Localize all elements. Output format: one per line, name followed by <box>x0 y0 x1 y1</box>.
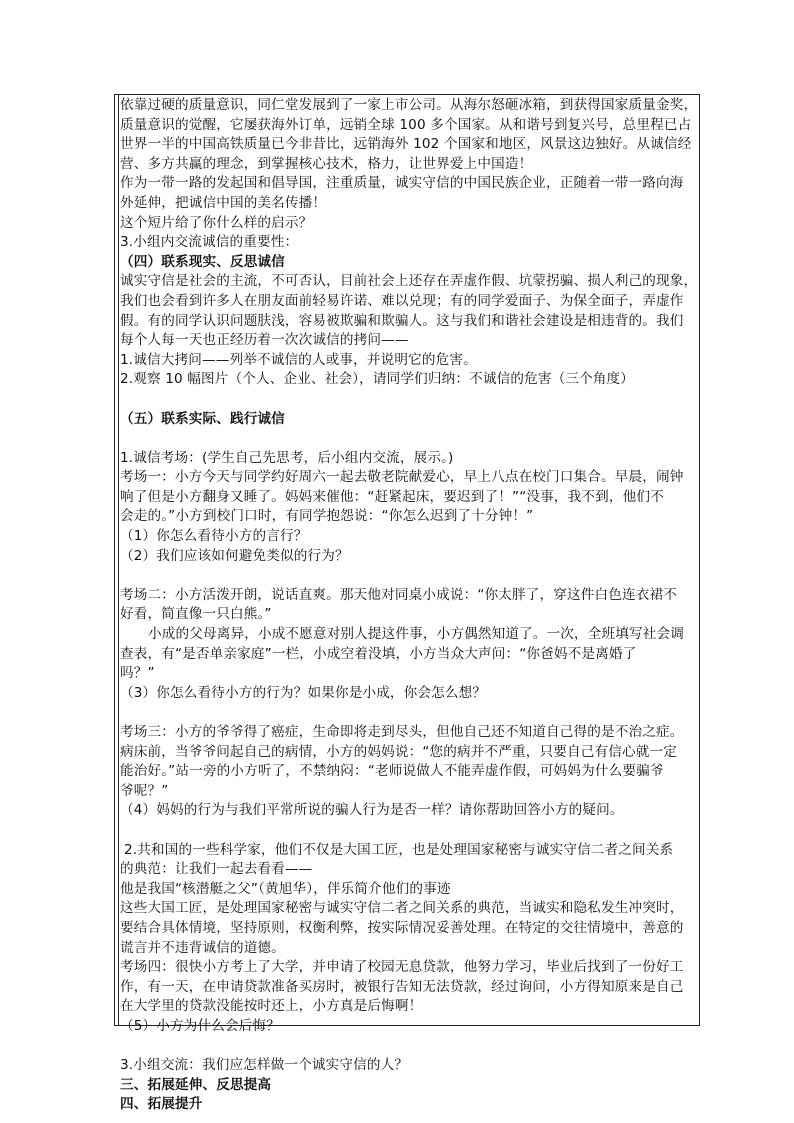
section-heading: 四、拓展提升 <box>120 1096 203 1113</box>
text-line: 1.诚信考场：(学生自己先思考，后小组内交流，展示。) <box>120 449 454 466</box>
text-line: 3.小组内交流诚信的重要性： <box>120 234 299 251</box>
text-line: 我们也会看到许多人在朋友面前轻易许诺、难以兑现；有的同学爱面子、为保全面子，弄虚作 <box>120 292 684 309</box>
text-line: （3）你怎么看待小方的行为？如果你是小成，你会怎么想？ <box>120 684 487 701</box>
text-line: 考场二：小方活泼开朗，说话直爽。那天他对同桌小成说：“你太胖了，穿这件白色连衣裙不 <box>120 586 677 603</box>
text-line: 小成的父母离异，小成不愿意对别人提这件事，小方偶然知道了。一次，全班填写社会调 <box>148 626 685 643</box>
text-line: 作，有一天，在申请贷款准备买房时，被银行告知无法贷款，经过询问，小方得知原来是自己 <box>120 978 684 995</box>
text-line: 他是我国“核潜艇之父”（黄旭华），伴乐简介他们的事迹 <box>120 880 451 897</box>
text-line: 假。有的同学认识问题肤浅，容易被欺骗和欺骗人。这与我们和谐社会建设是相违背的。我们 <box>120 312 684 329</box>
text-line: 作为一带一路的发起国和倡导国，注重质量，诚实守信的中国民族企业，正随着一带一路向海 <box>120 175 684 192</box>
text-line: 考场一：小方今天与同学约好周六一起去敬老院献爱心，早上八点在校门口集合。早晨，闹钟 <box>120 469 684 486</box>
text-line: 爷呢？” <box>120 782 169 799</box>
text-line: 这些大国工匠，是处理国家秘密与诚实守信二者之间关系的典范，当诚实和隐私发生冲突时， <box>120 900 684 917</box>
text-line: 质量意识的觉醒，它屡获海外订单，远销全球 100 多个国家。从和谐号到复兴号，总里程已占 <box>120 116 692 133</box>
blank-line <box>120 703 694 723</box>
text-line: 好看，简直像一只白熊。” <box>120 606 272 623</box>
text-line: 吗？” <box>120 665 155 682</box>
text-line: 病床前，当爷爷问起自己的病情，小方的妈妈说：“您的病并不严重，只要自己有信心就一定 <box>120 743 677 760</box>
text-line: 世界一半的中国高铁质量已今非昔比，远销海外 102 个国家和地区，风景这边独好。从诚信经 <box>120 136 692 153</box>
text-line: 能治好。”站一旁的小方听了，不禁纳闷：“老师说做人不能弄虚作假，可妈妈为什么要骗爷 <box>120 763 664 780</box>
text-line: 考场三：小方的爷爷得了癌症，生命即将走到尽头，但他自己还不知道自己得的是不治之症。 <box>120 724 684 740</box>
blank-line <box>120 429 694 449</box>
text-line: 3.小组交流：我们应怎样做一个诚实守信的人？ <box>120 1057 409 1074</box>
blank-line <box>120 390 694 410</box>
text-line: 这个短片给了你什么样的启示？ <box>120 214 313 231</box>
text-line: 查表，有“是否单亲家庭”一栏，小成空着没填，小方当众大声问：“你爸妈不是离婚了 <box>120 645 637 662</box>
text-line: 会走的。”小方到校门口时，有同学抱怨说：“你怎么迟到了十分钟！” <box>120 508 534 525</box>
text-line: 每个人每一天也正经历着一次次诚信的拷问—— <box>120 332 409 349</box>
text-line: 在大学里的贷款没能按时还上，小方真是后悔啊！ <box>120 998 423 1015</box>
text-line: （1）你怎么看待小方的言行？ <box>120 528 308 545</box>
text-line: 谎言并不违背诚信的道德。 <box>120 939 285 956</box>
text-line: 2.观察 10 幅图片（个人、企业、社会），请同学们归纳：不诚信的危害（三个角度） <box>120 371 635 388</box>
section-heading: 三、拓展延伸、反思提高 <box>120 1076 272 1093</box>
text-line: 2.共和国的一些科学家，他们不仅是大国工匠，也是处理国家秘密与诚实守信二者之间关系 <box>124 841 674 858</box>
text-line: 的典范：让我们一起去看看—— <box>120 861 313 878</box>
text-line: 1.诚信大拷问——列举不诚信的人或事，并说明它的危害。 <box>120 351 477 368</box>
text-line: 诚实守信是社会的主流，不可否认，目前社会上还存在弄虚作假、坑蒙拐骗、损人利己的现象， <box>120 273 698 290</box>
section-heading: （四）联系现实、反思诚信 <box>120 253 285 270</box>
blank-line <box>120 566 694 586</box>
section-heading: （五）联系实际、践行诚信 <box>120 410 285 427</box>
text-line: （2）我们应该如何避免类似的行为？ <box>120 547 349 564</box>
table-left-rule <box>115 95 119 1025</box>
blank-line <box>120 1037 694 1057</box>
text-line: 营、多方共赢的理念，到掌握核心技术，格力，让世界爱上中国造！ <box>120 155 533 172</box>
lesson-plan-text <box>120 96 698 1115</box>
blank-line <box>120 821 694 841</box>
text-line: （5）小方为什么会后悔？ <box>120 1017 280 1034</box>
text-line: 考场四：很快小方考上了大学，并申请了校园无息贷款，他努力学习，毕业后找到了一份好工 <box>120 959 684 976</box>
text-line: 响了但是小方翻身又睡了。妈妈来催他：“赶紧起床，要迟到了！”“没事，我不到，他们不 <box>120 488 664 505</box>
text-line: 外延伸，把诚信中国的美名传播！ <box>120 194 327 211</box>
text-line: （4）妈妈的行为与我们平常所说的骗人行为是否一样？请你帮助回答小方的疑问。 <box>120 802 624 819</box>
text-line: 要结合具体情境，坚持原则，权衡利弊，按实际情况妥善处理。在特定的交往情境中，善意的 <box>120 919 684 936</box>
text-line: 依靠过硬的质量意识，同仁堂发展到了一家上市公司。从海尔怒砸冰箱，到获得国家质量金奖， <box>120 97 698 113</box>
